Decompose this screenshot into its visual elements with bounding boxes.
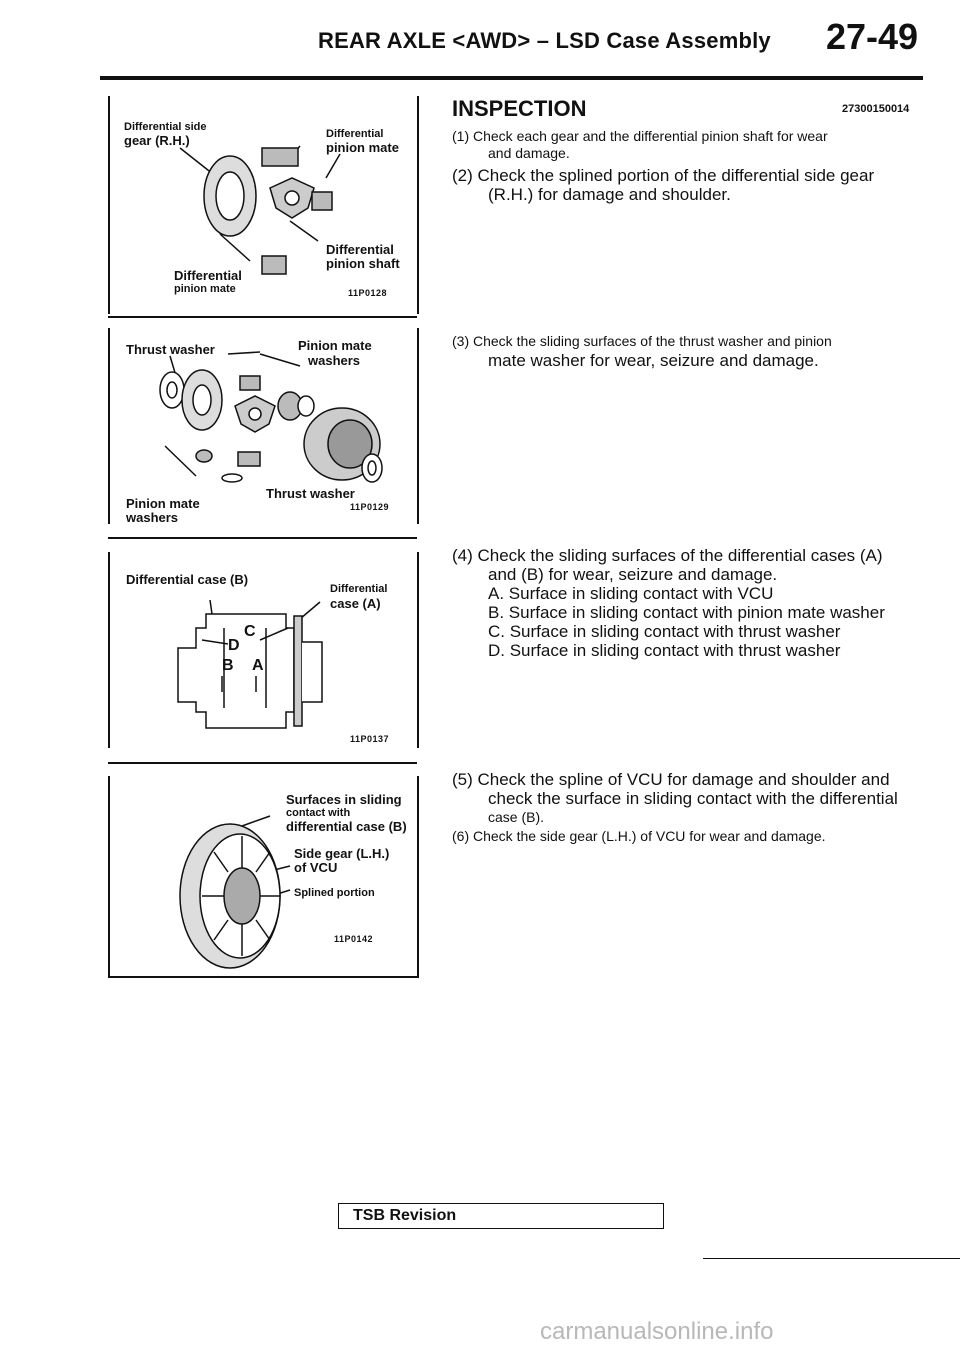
tsb-revision-box xyxy=(338,1203,664,1229)
fig1-label-differential-2: Differential xyxy=(326,242,394,257)
fig4-label-splined-portion: Splined portion xyxy=(294,887,375,899)
fig3-label-d: D xyxy=(228,637,240,654)
tsb-revision-label: TSB Revision xyxy=(353,1207,457,1224)
fig4-code: 11P0142 xyxy=(334,934,374,944)
inspection-item-6: (6) Check the side gear (L.H.) of VCU for wear and damage. xyxy=(452,828,826,844)
figure-divider xyxy=(108,762,417,764)
inspection-item-4: (4) Check the sliding surfaces of the differential cases (A) and (B) for wear, seizure and damage. A. Surface in sliding contact with VCU B. Surface in sliding contact with pinion mate washer C. Surface in sliding contact with thrust washer D. Surface in sliding contact with thrust washer xyxy=(452,546,885,660)
fig1-label-differential-side: Differential side xyxy=(124,121,207,133)
header-divider xyxy=(100,76,923,80)
fig1-code: 11P0128 xyxy=(348,288,388,298)
page-number: 27-49 xyxy=(826,16,919,57)
figure-differential-cases xyxy=(108,552,419,748)
fig4-label-side-gear: Side gear (L.H.) xyxy=(294,846,390,861)
fig3-label-differential: Differential xyxy=(330,583,388,595)
fig1-label-gear-rh: gear (R.H.) xyxy=(124,133,190,148)
fig3-label-c: C xyxy=(244,623,256,640)
section-code: 27300150014 xyxy=(842,103,910,115)
inspection-item-5: (5) Check the spline of VCU for damage and shoulder and check the surface in sliding contact with the differential case (B). xyxy=(452,770,898,825)
fig3-label-case-b: Differential case (B) xyxy=(126,572,249,587)
figure-divider xyxy=(108,316,417,318)
fig3-code: 11P0137 xyxy=(350,734,390,744)
fig4-label-surfaces: Surfaces in sliding xyxy=(286,792,402,807)
figure-vcu xyxy=(108,776,419,978)
fig2-code: 11P0129 xyxy=(350,502,390,512)
watermark: carmanualsonline.info xyxy=(540,1318,774,1345)
fig4-label-differential-case-b: differential case (B) xyxy=(286,819,407,834)
fig1-label-pinion-mate-2: pinion mate xyxy=(174,283,236,295)
thrust-washers-illustration xyxy=(110,328,417,524)
figure-divider xyxy=(108,537,417,539)
fig1-label-differential-3: Differential xyxy=(174,268,242,283)
fig4-label-of-vcu: of VCU xyxy=(294,860,338,875)
fig3-label-case-a: case (A) xyxy=(330,596,381,611)
fig3-label-b: B xyxy=(222,657,234,674)
fig2-label-thrust-washer-2: Thrust washer xyxy=(266,486,355,501)
footer-rule xyxy=(703,1258,960,1259)
fig2-label-pinion-mate-1: Pinion mate xyxy=(298,338,372,353)
inspection-item-3: (3) Check the sliding surfaces of the thrust washer and pinion mate washer for wear, seizure and damage. xyxy=(452,333,832,370)
section-title: INSPECTION xyxy=(452,96,587,121)
page-header-title: REAR AXLE <AWD> – LSD Case Assembly xyxy=(318,28,771,53)
fig1-label-differential-1: Differential xyxy=(326,128,384,140)
fig4-label-contact-with: contact with xyxy=(286,807,351,819)
fig2-label-thrust-washer-1: Thrust washer xyxy=(126,342,215,357)
inspection-item-2: (2) Check the splined portion of the differential side gear (R.H.) for damage and shoulder. xyxy=(452,166,875,204)
figure-thrust-washers xyxy=(108,328,419,524)
inspection-item-1: (1) Check each gear and the differential pinion shaft for wear and damage. xyxy=(452,128,828,161)
fig1-label-pinion-shaft: pinion shaft xyxy=(326,256,400,271)
fig2-label-washers-1: washers xyxy=(308,353,361,368)
figure-differential-gears xyxy=(108,96,419,314)
fig1-label-pinion-mate-1: pinion mate xyxy=(326,140,399,155)
fig2-label-washers-2: washers xyxy=(126,510,179,525)
fig3-label-a: A xyxy=(252,657,264,674)
fig2-label-pinion-mate-2: Pinion mate xyxy=(126,496,200,511)
